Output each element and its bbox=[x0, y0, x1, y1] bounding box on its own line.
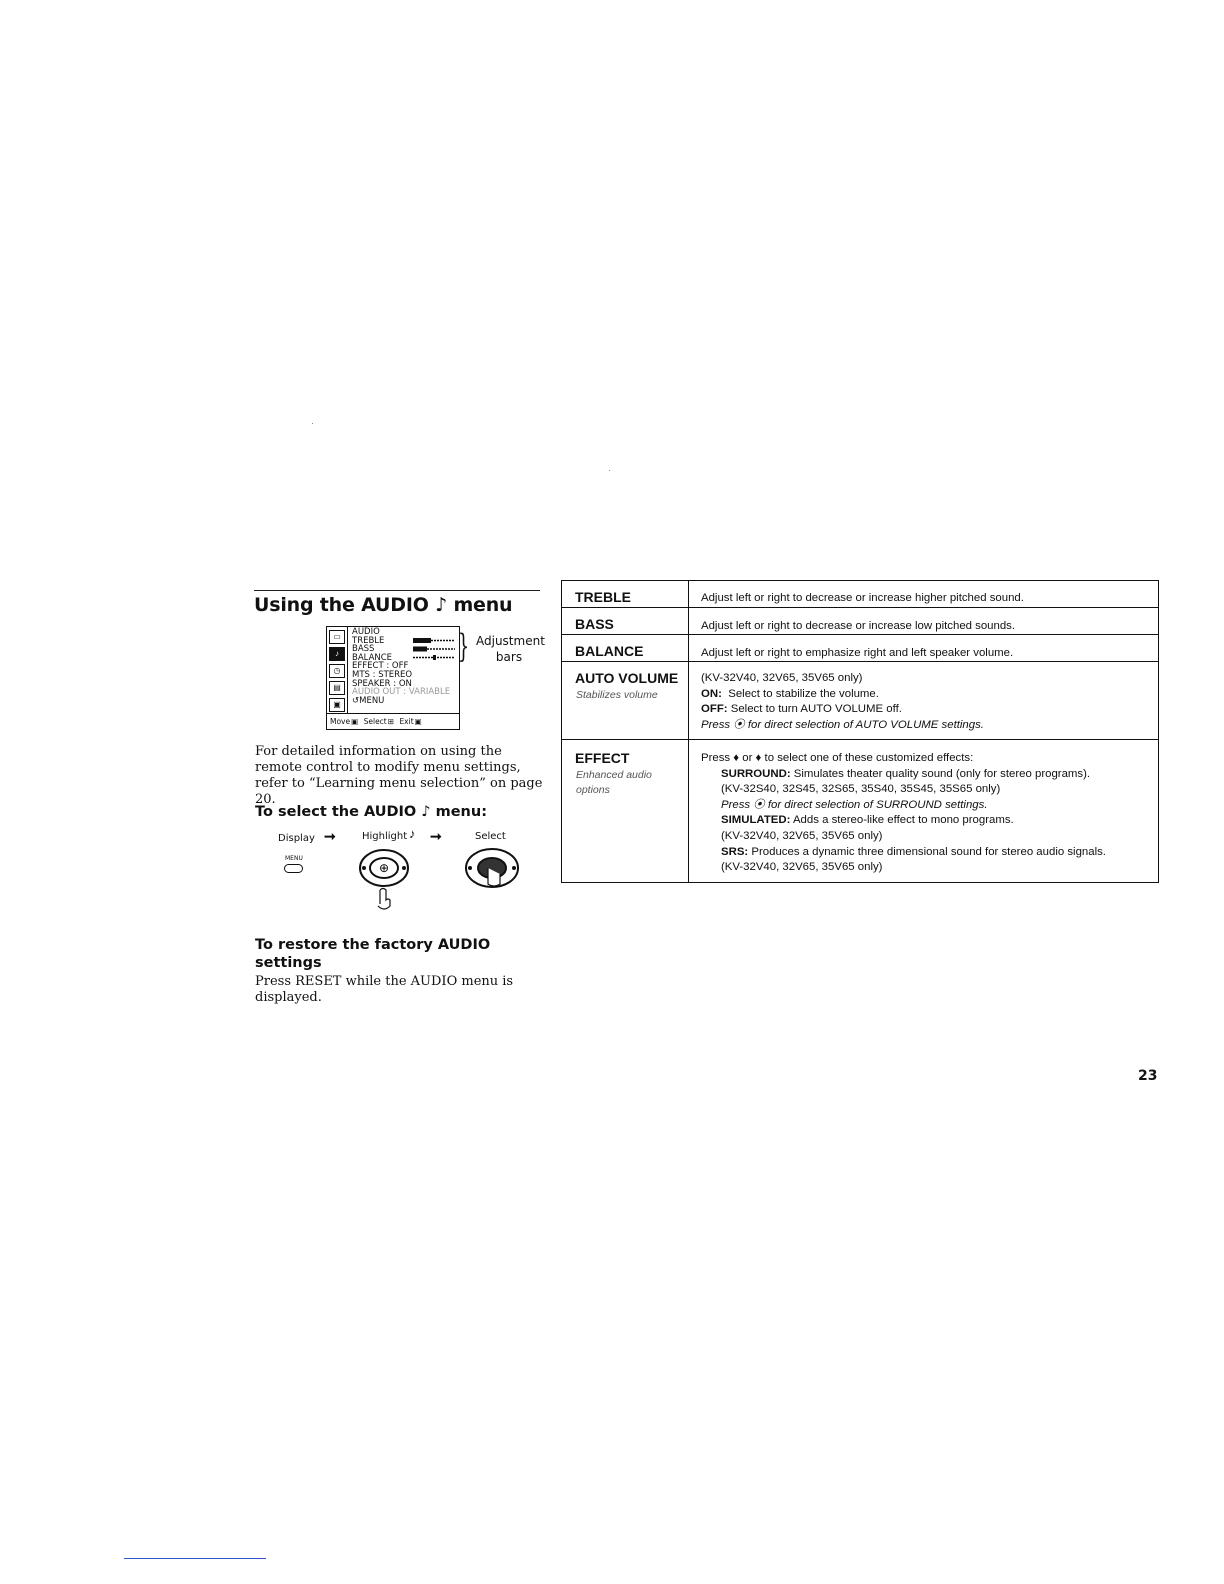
desc-line: (KV-32S40, 32S45, 32S65, 35S40, 35S45, 35S65 only) bbox=[721, 783, 1001, 796]
osd-line: MTS : STEREO bbox=[352, 669, 413, 680]
osd-line: SPEAKER : ON bbox=[352, 678, 412, 689]
scan-speck bbox=[312, 423, 313, 424]
restore-paragraph: Press RESET while the AUDIO menu is displayed. bbox=[255, 974, 514, 1005]
desc-line: Press ⦿ for direct selection of SURROUND settings. bbox=[721, 798, 988, 811]
osd-footer bbox=[327, 713, 459, 730]
adjustment-bars-label bbox=[476, 633, 545, 665]
row-desc-bass: Adjust left or right to decrease or increase low pitched sounds. bbox=[701, 620, 1016, 632]
menu-button-icon bbox=[284, 864, 303, 873]
timer-icon: ◷ bbox=[329, 664, 345, 678]
section-title: Using the AUDIO ♪ menu bbox=[254, 594, 513, 616]
osd-line: AUDIO OUT : VARIABLE bbox=[352, 687, 451, 698]
row-label-treble: TREBLE bbox=[575, 589, 631, 605]
restore-heading: To restore the factory AUDIO settings bbox=[255, 937, 491, 971]
row-label-auto-volume: AUTO VOLUME bbox=[575, 670, 679, 686]
video-icon: ▭ bbox=[329, 630, 345, 644]
select-key-icon: ⊞ bbox=[387, 717, 395, 726]
joystick-select-icon bbox=[464, 846, 520, 890]
osd-line: BALANCE bbox=[352, 652, 393, 663]
adjustment-bars-graphic bbox=[411, 637, 457, 661]
adjustment-label-line: bars bbox=[495, 650, 523, 664]
desc-line: SRS: Produces a dynamic three dimensional sound for stereo audio signals. bbox=[721, 845, 1106, 858]
row-label-effect: EFFECT bbox=[575, 750, 630, 766]
row-sublabel-auto-volume: Stabilizes volume bbox=[576, 689, 658, 701]
audio-menu-screen bbox=[326, 626, 460, 730]
menu-button-label: MENU bbox=[285, 855, 303, 862]
intro-paragraph: For detailed information on using the remote control to modify menu settings, refer to “Learning menu selection” on page 20. bbox=[255, 744, 543, 807]
desc-line: (KV-32V40, 32V65, 35V65 only) bbox=[721, 829, 883, 842]
osd-footer-exit: Exit bbox=[399, 717, 414, 726]
footer-rule bbox=[124, 1558, 266, 1559]
audio-icon: ♪ bbox=[329, 647, 345, 661]
osd-line: EFFECT : OFF bbox=[352, 661, 409, 672]
note-icon: ♪ bbox=[435, 594, 448, 616]
setup-icon: ▣ bbox=[329, 698, 345, 712]
row-desc-treble: Adjust left or right to decrease or increase higher pitched sound. bbox=[701, 592, 1024, 604]
exit-key-icon: ▣ bbox=[414, 717, 422, 726]
osd-line: BASS bbox=[352, 644, 375, 655]
flow-highlight-label: Highlight bbox=[362, 831, 408, 842]
desc-line: ON: Select to stabilize the volume. bbox=[701, 687, 879, 700]
joystick-highlight-icon bbox=[358, 848, 412, 918]
flow-select-label: Select bbox=[475, 831, 506, 842]
desc-line: SURROUND: Simulates theater quality sound (only for stereo programs). bbox=[721, 767, 1091, 780]
row-desc-effect bbox=[701, 751, 1106, 876]
desc-line: Press ♦ or ♦ to select one of these customized effects: bbox=[701, 752, 974, 764]
channel-icon: ▤ bbox=[329, 681, 345, 695]
row-label-bass: BASS bbox=[575, 616, 614, 632]
note-icon: ♪ bbox=[409, 826, 416, 841]
select-menu-heading: To select the AUDIO ♪ menu: bbox=[255, 804, 487, 820]
row-label-balance: BALANCE bbox=[575, 643, 644, 659]
row-divider bbox=[562, 607, 1158, 608]
row-desc-auto-volume bbox=[701, 671, 984, 733]
osd-footer-select: Select bbox=[363, 717, 387, 726]
desc-line: SIMULATED: Adds a stereo-like effect to mono programs. bbox=[721, 814, 1014, 827]
adjustment-label-line: Adjustment bbox=[476, 634, 545, 648]
audio-settings-table bbox=[561, 580, 1159, 883]
sublabel-line: Enhanced audio bbox=[576, 769, 652, 781]
desc-line: (KV-32V40, 32V65, 35V65 only) bbox=[701, 672, 863, 684]
desc-line: (KV-32V40, 32V65, 35V65 only) bbox=[721, 861, 883, 874]
desc-line: OFF: Select to turn AUTO VOLUME off. bbox=[701, 703, 902, 716]
svg-text:⊕: ⊕ bbox=[378, 861, 390, 875]
page-number: 23 bbox=[1138, 1068, 1158, 1084]
arrow-right-icon: ➞ bbox=[430, 828, 442, 844]
arrow-right-icon: ➞ bbox=[324, 828, 336, 844]
move-key-icon: ▣ bbox=[351, 717, 359, 726]
section-rule bbox=[254, 590, 540, 591]
osd-line: TREBLE bbox=[352, 635, 385, 646]
osd-line: AUDIO bbox=[352, 627, 380, 637]
row-sublabel-effect bbox=[576, 768, 652, 798]
desc-line: Press ⦿ for direct selection of AUTO VOLUME settings. bbox=[701, 718, 984, 731]
row-desc-balance: Adjust left or right to emphasize right and left speaker volume. bbox=[701, 647, 1014, 659]
osd-icon-column bbox=[327, 627, 348, 713]
osd-line: ↺MENU bbox=[352, 695, 385, 706]
column-divider bbox=[688, 581, 689, 882]
row-divider bbox=[562, 739, 1158, 740]
flow-display-label: Display bbox=[278, 833, 315, 844]
scan-speck bbox=[609, 470, 610, 471]
osd-footer-move: Move bbox=[330, 717, 351, 726]
brace-icon: } bbox=[458, 627, 470, 665]
sublabel-line: options bbox=[576, 784, 610, 796]
